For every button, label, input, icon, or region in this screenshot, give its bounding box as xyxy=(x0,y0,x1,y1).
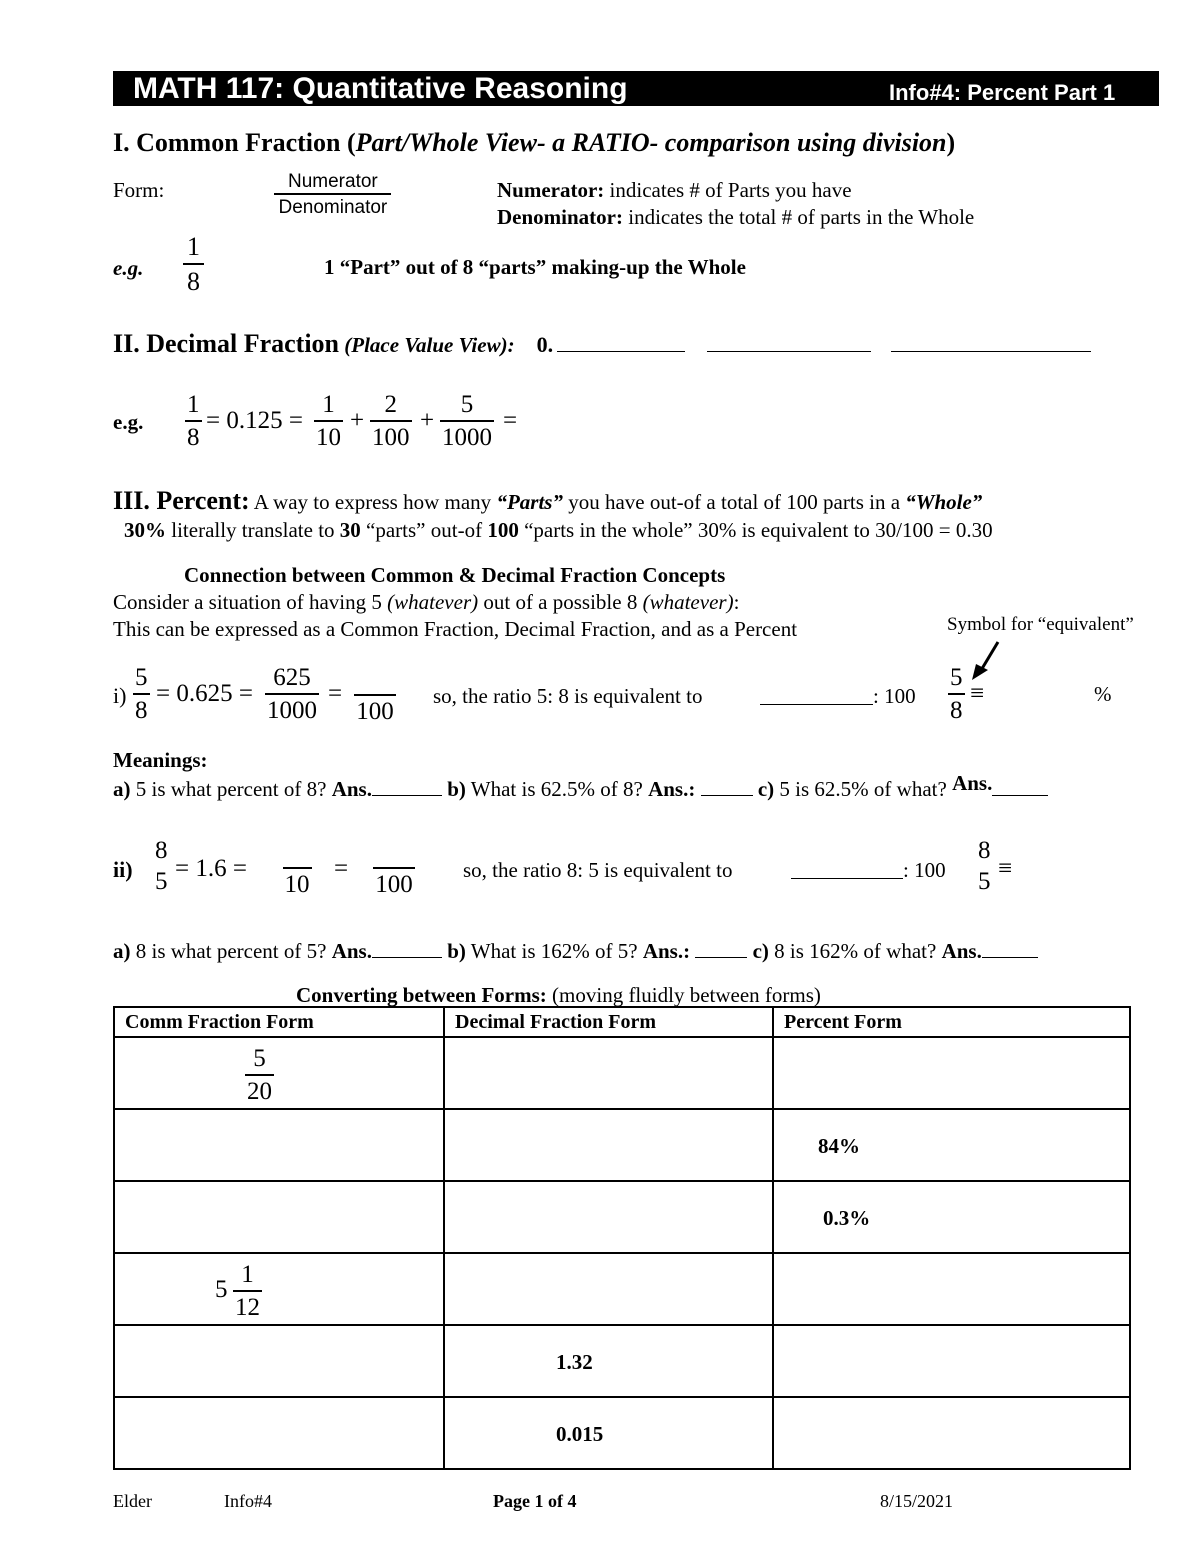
equivalent-symbol-i: ≡ xyxy=(970,680,985,707)
meanings-line-i: a) 5 is what percent of 8? Ans. b) What is 62.5% of 8? Ans.: c) 5 is 62.5% of what? Ans. xyxy=(113,775,1048,802)
answer-blank-ii-c[interactable] xyxy=(982,937,1038,958)
example-i-percent-sign: % xyxy=(1094,682,1112,706)
example-i-eq1: = 0.625 = xyxy=(156,680,253,707)
cell-comm-fraction-2[interactable] xyxy=(114,1109,444,1181)
decimal-eg-plus2: + xyxy=(420,407,435,434)
section3-line2: 30% literally translate to 30 “parts” out-of 100 “parts in the whole” 30% is equivalent to 30/100 = 0.30 xyxy=(124,518,993,542)
decimal-value-1-32: 1.32 xyxy=(556,1350,593,1374)
example-ii-numerator-blank-10[interactable] xyxy=(268,838,326,867)
eg-fraction-1-8: $\frac{1}{8}$ xyxy=(183,234,204,295)
cell-decimal-3[interactable] xyxy=(444,1181,773,1253)
example-ii-fraction-8-5-equiv: 8 5 xyxy=(978,837,991,895)
footer-author: Elder xyxy=(113,1491,152,1511)
example-i-colon-100: : 100 xyxy=(873,684,916,708)
cell-comm-fraction-6[interactable] xyxy=(114,1397,444,1469)
cell-decimal-2[interactable] xyxy=(444,1109,773,1181)
cell-percent-5[interactable] xyxy=(773,1325,1130,1397)
cell-decimal-1[interactable] xyxy=(444,1037,773,1109)
symbol-note: Symbol for “equivalent” xyxy=(947,614,1134,635)
decimal-value-0-015: 0.015 xyxy=(556,1422,604,1446)
place-value-blank-tenths[interactable] xyxy=(557,331,685,352)
equivalent-symbol-ii: ≡ xyxy=(998,855,1013,882)
connection-heading: Connection between Common & Decimal Fraction Concepts xyxy=(184,563,726,587)
example-ii-ratio-text: so, the ratio 8: 5 is equivalent to xyxy=(463,858,733,882)
example-i-ratio-text: so, the ratio 5: 8 is equivalent to xyxy=(433,684,703,708)
example-ii-eq1: = 1.6 = xyxy=(175,855,247,882)
example-ii-colon-100: : 100 xyxy=(903,858,946,882)
table-row xyxy=(114,1109,1130,1181)
table-row xyxy=(114,1397,1130,1469)
cell-comm-fraction-3[interactable] xyxy=(114,1181,444,1253)
example-i-eq2: = xyxy=(328,680,343,707)
numerator-definition: Numerator: indicates # of Parts you have xyxy=(497,178,852,202)
arrow-icon xyxy=(968,638,1004,682)
header-comm-fraction: Comm Fraction Form xyxy=(114,1007,444,1037)
example-i-fraction-5-8-equiv: $\frac{5}{8}$ xyxy=(950,664,963,724)
example-ii-label: ii) xyxy=(113,857,133,882)
cell-decimal-6 xyxy=(444,1397,773,1469)
page-title: MATH 117: Quantitative Reasoning xyxy=(133,72,628,105)
meanings-heading: Meanings: xyxy=(113,748,208,772)
example-ii-numerator-blank-100[interactable] xyxy=(358,838,430,867)
example-ii-ratio-blank[interactable] xyxy=(791,858,903,879)
conversion-table xyxy=(113,1006,1131,1470)
decimal-eg-fraction-1-10: $\frac{1}{10}$ xyxy=(316,391,341,451)
example-i-label: i) xyxy=(113,683,127,708)
cell-percent-6[interactable] xyxy=(773,1397,1130,1469)
table-row xyxy=(114,1181,1130,1253)
cell-comm-fraction-1 xyxy=(114,1037,444,1109)
cell-percent-1[interactable] xyxy=(773,1037,1130,1109)
header-percent: Percent Form xyxy=(773,1007,1130,1037)
example-i-fraction-blank-100: 100 xyxy=(350,665,400,724)
example-ii-fraction-8-5: 8 5 xyxy=(155,837,168,895)
section3-heading: III. Percent: A way to express how many “Parts” you have out-of a total of 100 parts in a “Whole” xyxy=(113,486,983,515)
example-ii-fraction-blank-10: 10 xyxy=(268,838,326,897)
header-decimal-fraction: Decimal Fraction Form xyxy=(444,1007,773,1037)
example-i-ratio-blank[interactable] xyxy=(760,684,873,705)
connection-line2: This can be expressed as a Common Fraction, Decimal Fraction, and as a Percent xyxy=(113,617,798,641)
example-i-numerator-blank[interactable] xyxy=(350,665,400,694)
footer-page: Page 1 of 4 xyxy=(493,1491,577,1511)
section1-heading: I. Common Fraction (Part/Whole View- a RATIO- comparison using division) xyxy=(113,128,956,157)
decimal-eg-fraction-2-100: $\frac{2}{100}$ xyxy=(372,391,410,451)
cell-comm-fraction-5[interactable] xyxy=(114,1325,444,1397)
answer-blank-ii-a[interactable] xyxy=(372,937,442,958)
form-label: Form: xyxy=(113,178,165,202)
table-row xyxy=(114,1037,1130,1109)
example-i-fraction-625-1000: $\frac{625}{1000}$ xyxy=(267,664,317,724)
decimal-eg-fraction-5-1000: $\frac{5}{1000}$ xyxy=(442,391,492,451)
eg-description: 1 “Part” out of 8 “parts” making-up the Whole xyxy=(324,255,746,279)
fraction-5-20: $\frac{5}{20}$ xyxy=(247,1045,272,1105)
meanings-line-ii: a) 8 is what percent of 5? Ans. b) What is 162% of 5? Ans.: c) 8 is 162% of what? Ans. xyxy=(113,937,1038,964)
decimal-eg-fraction-1-8: $\frac{1}{8}$ xyxy=(187,391,200,451)
answer-blank-ii-b[interactable] xyxy=(695,937,747,958)
decimal-eg-eq2: = xyxy=(503,407,518,434)
table-row xyxy=(114,1253,1130,1325)
eg-label-2: e.g. xyxy=(113,410,144,434)
form-fraction: Numerator Denominator xyxy=(272,172,394,217)
percent-value-84: 84% xyxy=(818,1134,860,1158)
cell-percent-2 xyxy=(773,1109,1130,1181)
answer-blank-i-a[interactable] xyxy=(372,775,442,796)
example-ii-eq2: = xyxy=(334,855,349,882)
cell-comm-fraction-4 xyxy=(114,1253,444,1325)
answer-blank-i-c[interactable] xyxy=(992,775,1048,796)
example-ii-fraction-blank-100: 100 xyxy=(358,838,430,897)
answer-blank-i-b[interactable] xyxy=(701,775,753,796)
place-value-blank-thousandths[interactable] xyxy=(891,331,1091,352)
connection-line1: Consider a situation of having 5 (whatever) out of a possible 8 (whatever): xyxy=(113,590,740,614)
footer-date: 8/15/2021 xyxy=(880,1491,954,1511)
info-label: Info#4: Percent Part 1 xyxy=(889,80,1116,105)
table-row xyxy=(114,1325,1130,1397)
section2-heading: II. Decimal Fraction (Place Value View): 0. xyxy=(113,329,1091,359)
converting-title: Converting between Forms: (moving fluidly between forms) xyxy=(296,983,821,1007)
percent-value-0-3: 0.3% xyxy=(823,1206,871,1230)
decimal-eg-plus1: + xyxy=(350,407,365,434)
example-i-fraction-5-8: $\frac{5}{8}$ xyxy=(135,664,148,724)
place-value-blank-hundredths[interactable] xyxy=(707,331,871,352)
cell-decimal-5 xyxy=(444,1325,773,1397)
denominator-definition: Denominator: indicates the total # of parts in the Whole xyxy=(497,205,975,229)
footer-doc: Info#4 xyxy=(224,1491,272,1511)
decimal-eg-eq1: = 0.125 = xyxy=(206,407,303,434)
eg-label-1: e.g. xyxy=(113,256,144,280)
cell-percent-4[interactable] xyxy=(773,1253,1130,1325)
mixed-number-fraction-1-12: $\frac{1}{12}$ xyxy=(235,1261,260,1321)
cell-percent-3 xyxy=(773,1181,1130,1253)
table-header-row xyxy=(114,1007,1130,1037)
mixed-number-whole: 5 xyxy=(215,1276,228,1303)
cell-decimal-4[interactable] xyxy=(444,1253,773,1325)
